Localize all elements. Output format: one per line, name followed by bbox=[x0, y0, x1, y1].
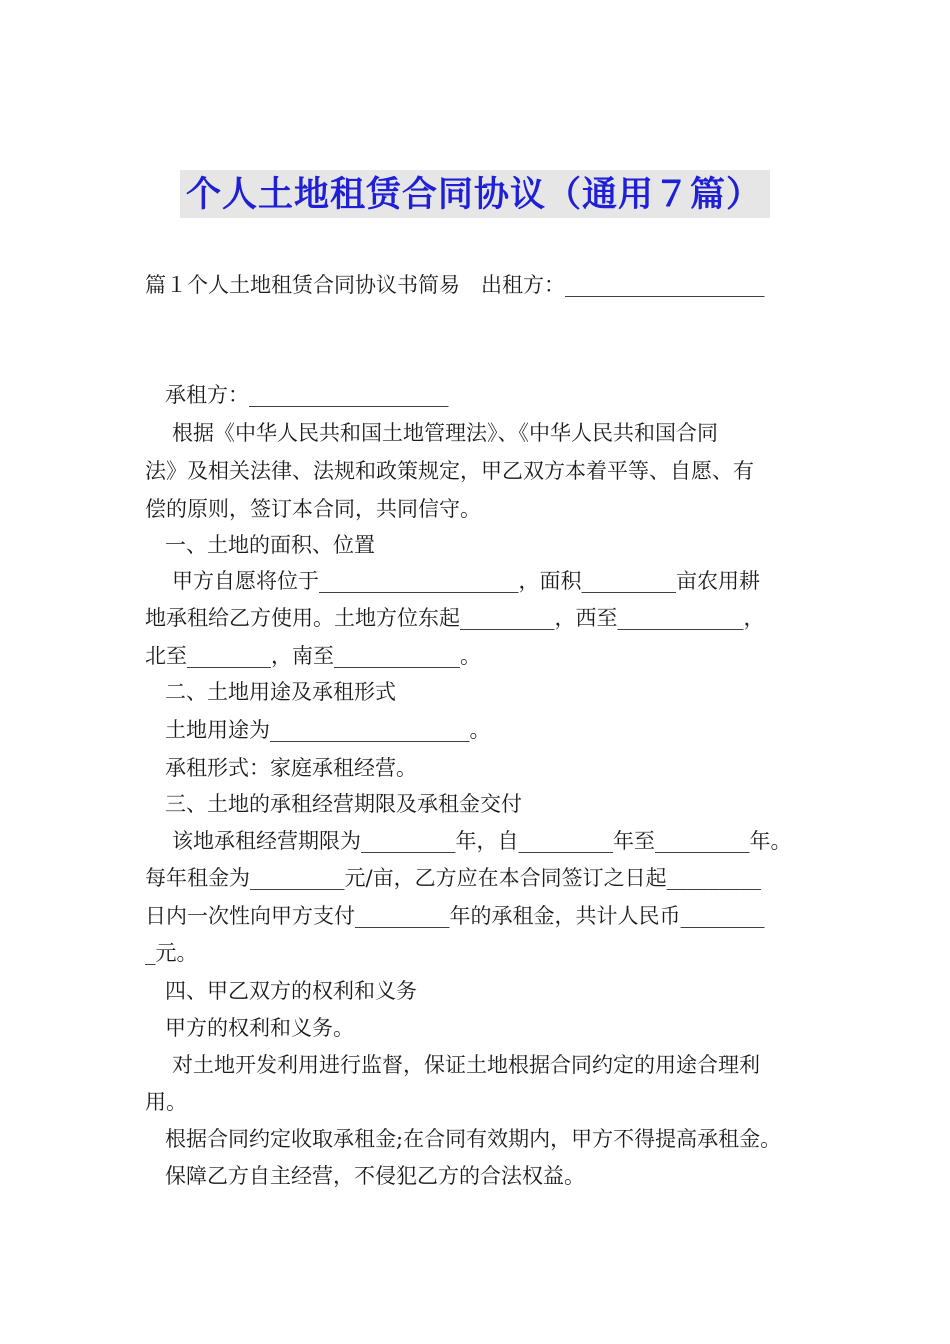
paragraph-line: _元。 bbox=[145, 941, 198, 965]
paragraph-line: 对土地开发利用进行监督，保证土地根据合同约定的用途合理利 bbox=[172, 1053, 760, 1077]
paragraph-line: 保障乙方自主经营，不侵犯乙方的合法权益。 bbox=[165, 1164, 585, 1188]
paragraph-line: 该地承租经营期限为_________年，自_________年至_________年。 bbox=[172, 829, 792, 853]
paragraph-line: 每年租金为_________元/亩，乙方应在本合同签订之日起_________ bbox=[145, 866, 762, 890]
paragraph-line: 承租形式：家庭承租经营。 bbox=[165, 756, 417, 780]
paragraph-line: 用。 bbox=[145, 1090, 187, 1114]
paragraph-line: 地承租给乙方使用。土地方位东起_________，西至____________， bbox=[145, 606, 765, 630]
paragraph-line: 甲方的权利和义务。 bbox=[165, 1016, 354, 1040]
paragraph-line: 法》及相关法律、法规和政策规定，甲乙双方本着平等、自愿、有 bbox=[145, 459, 754, 483]
clause-heading: 四、甲乙双方的权利和义务 bbox=[165, 979, 417, 1003]
document-title: 个人土地租赁合同协议（通用７篇） bbox=[180, 170, 770, 218]
clause-heading: 一、土地的面积、位置 bbox=[165, 533, 375, 557]
paragraph-line: 根据《中华人民共和国土地管理法》、《中华人民共和国合同 bbox=[172, 421, 718, 445]
paragraph-line: 甲方自愿将位于___________________，面积_________亩农用耕 bbox=[172, 569, 760, 593]
paragraph-line: 日内一次性向甲方支付_________年的承租金，共计人民币________ bbox=[145, 904, 765, 928]
paragraph-line: 北至________，南至____________。 bbox=[145, 644, 481, 668]
paragraph-line: 偿的原则，签订本合同，共同信守。 bbox=[145, 497, 481, 521]
clause-heading: 三、土地的承租经营期限及承租金交付 bbox=[165, 792, 522, 816]
clause-heading: 二、土地用途及承租形式 bbox=[165, 680, 396, 704]
lessee-line: 承租方：___________________ bbox=[165, 383, 449, 407]
paragraph-line: 根据合同约定收取承租金;在合同有效期内，甲方不得提高承租金。 bbox=[165, 1127, 782, 1151]
section-heading-line: 篇１个人土地租赁合同协议书简易 出租方：___________________ bbox=[145, 273, 765, 297]
paragraph-line: 土地用途为___________________。 bbox=[165, 718, 491, 742]
title-container bbox=[0, 170, 950, 218]
